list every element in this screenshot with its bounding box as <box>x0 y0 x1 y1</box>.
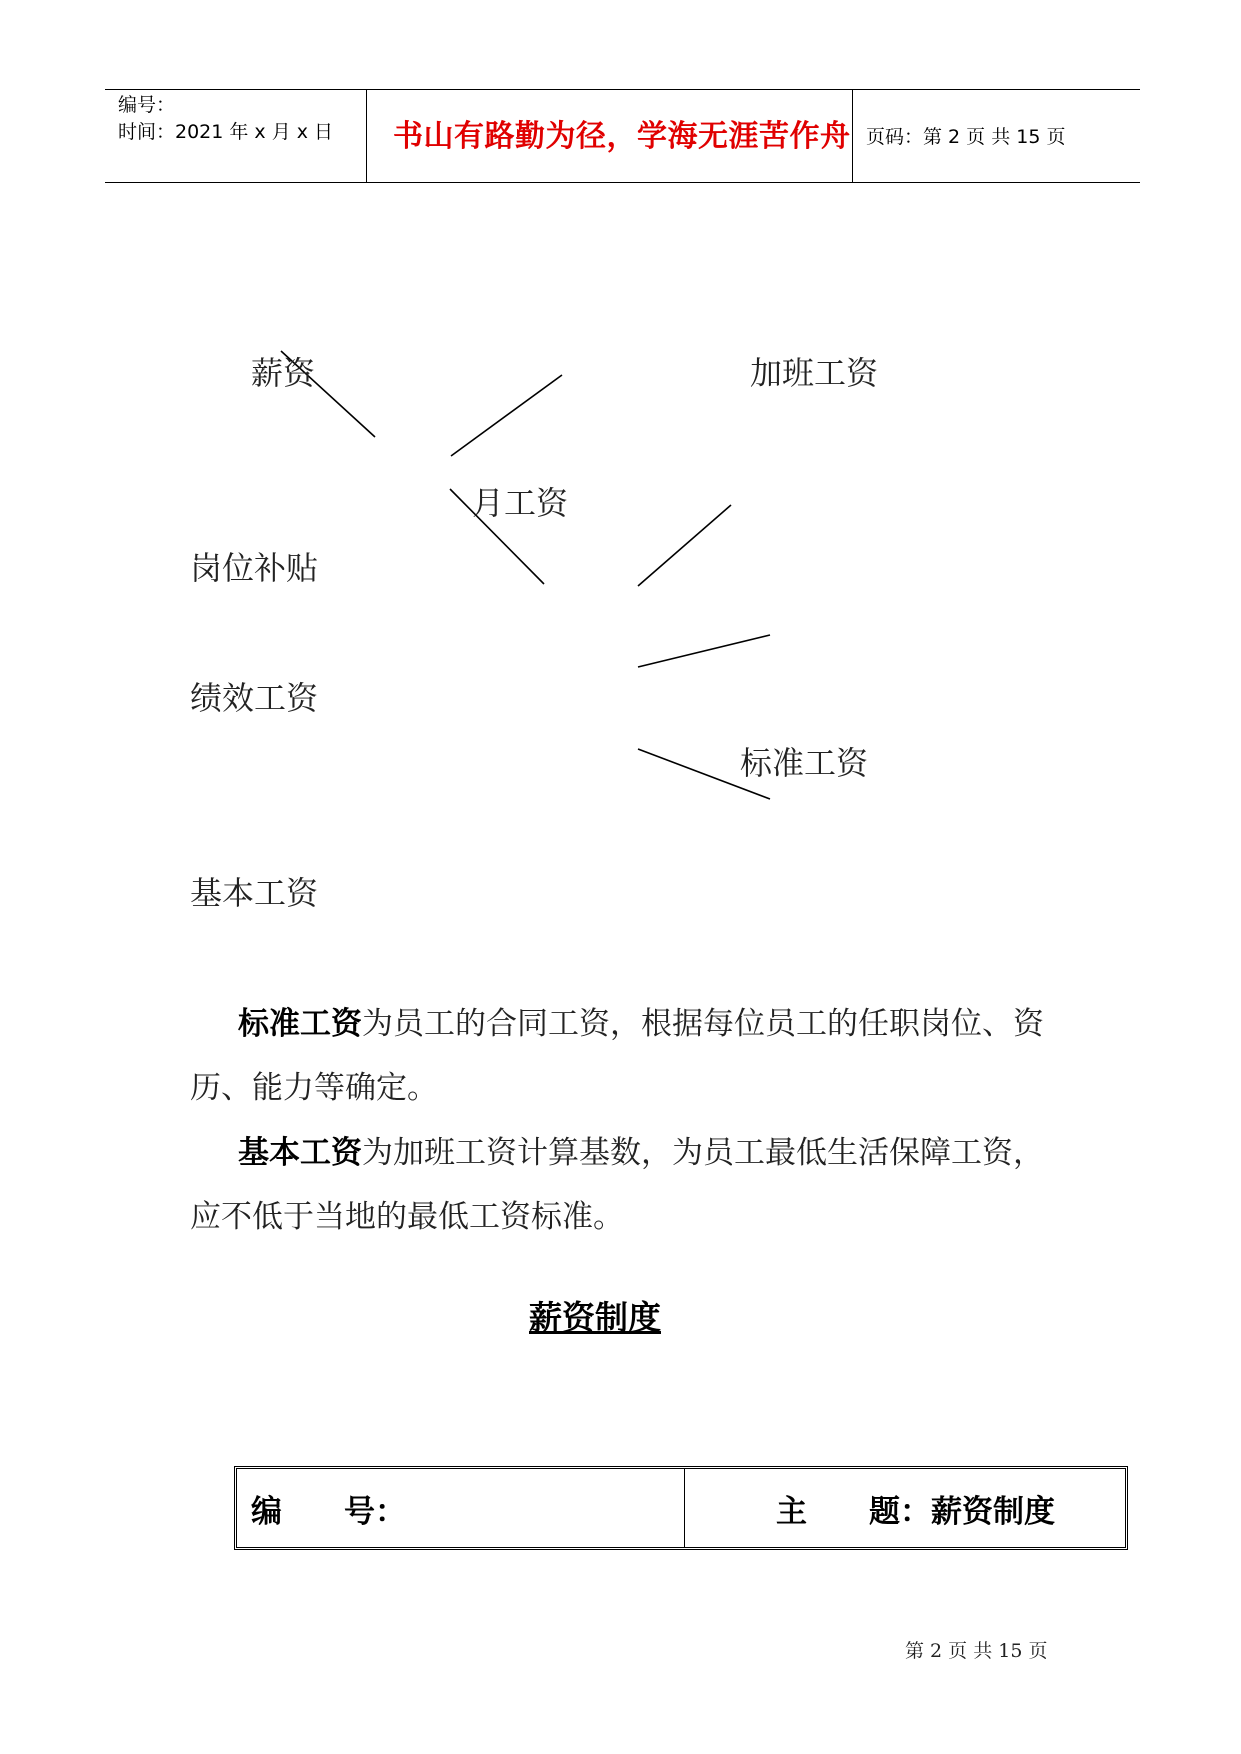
definition-standard-wage: 为员工的合同工资，根据每位员工的任职岗位、资历、能力等确定。 <box>190 1006 1044 1106</box>
section-title: 薪资制度 <box>529 1298 661 1337</box>
node-performance-wage: 绩效工资 <box>190 679 319 717</box>
table-number-cell: 编 号： <box>237 1469 685 1547</box>
header-page-info: 页码：第 2 页 共 15 页 <box>866 126 1066 148</box>
term-basic-wage: 基本工资 <box>238 1135 362 1171</box>
node-post-allowance: 岗位补贴 <box>190 549 319 587</box>
connector-line <box>451 375 562 456</box>
term-standard-wage: 标准工资 <box>238 1006 362 1042</box>
node-overtime-wage: 加班工资 <box>750 354 879 392</box>
paragraph-standard-wage <box>190 992 1090 1120</box>
document-info-table <box>234 1466 1128 1550</box>
header-time-label: 时间：2021 年 x 月 x 日 <box>118 121 334 143</box>
node-standard-wage: 标准工资 <box>740 744 869 782</box>
footer-page-number: 第 2 页 共 15 页 <box>905 1640 1048 1662</box>
header-number-label: 编号： <box>118 94 176 116</box>
header-motto: 书山有路勤为径，学海无涯苦作舟 <box>393 119 851 154</box>
connector-line <box>638 505 731 586</box>
paragraph-basic-wage <box>190 1121 1060 1249</box>
definition-basic-wage: 为加班工资计算基数，为员工最低生活保障工资，应不低于当地的最低工资标准。 <box>190 1135 1044 1235</box>
node-salary: 薪资 <box>251 354 316 392</box>
table-subject-cell: 主 题：薪资制度 <box>776 1493 1055 1530</box>
node-basic-wage: 基本工资 <box>190 874 319 912</box>
node-monthly-wage: 月工资 <box>472 484 569 522</box>
connector-line <box>638 635 770 667</box>
